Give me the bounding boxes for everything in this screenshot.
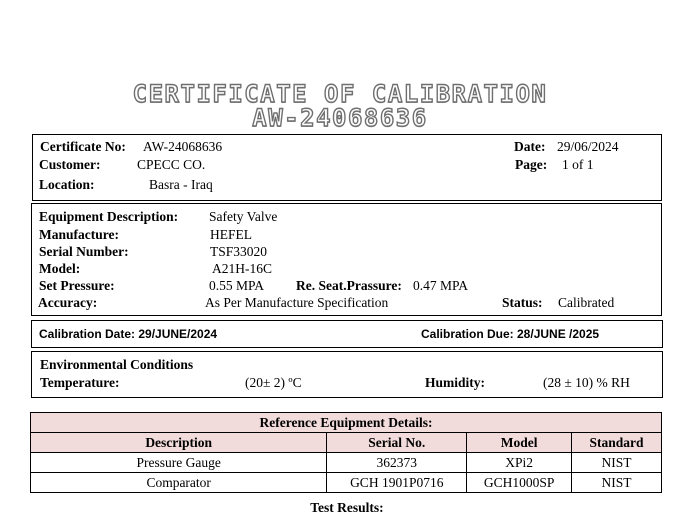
reference-equipment-table — [30, 412, 662, 493]
status-label: Status: — [502, 295, 543, 310]
customer-label: Customer: — [39, 157, 101, 172]
cell-model: GCH1000SP — [467, 473, 572, 493]
cell-description: Pressure Gauge — [31, 453, 327, 473]
cell-description: Comparator — [31, 473, 327, 493]
serial-number-value: TSF33020 — [210, 244, 268, 259]
cell-serial: 362373 — [327, 453, 467, 473]
customer-value: CPECC CO. — [137, 157, 206, 172]
calibration-date: Calibration Date: 29/JUNE/2024 — [39, 327, 218, 341]
page-value: 1 of 1 — [562, 157, 594, 172]
test-results-heading: Test Results: — [310, 500, 384, 515]
date-label: Date: — [514, 139, 546, 154]
reseat-pressure-label: Re. Seat.Prassure: — [296, 278, 402, 293]
model-label: Model: — [39, 261, 81, 276]
cell-standard: NIST — [572, 473, 662, 493]
cert-no-value: AW-24068636 — [143, 139, 223, 154]
environmental-heading: Environmental Conditions — [40, 357, 194, 372]
cell-model: XPi2 — [467, 453, 572, 473]
column-header-description: Description — [31, 433, 327, 453]
location-value: Basra - Iraq — [149, 177, 213, 192]
page-label: Page: — [515, 157, 548, 172]
manufacture-label: Manufacture: — [39, 227, 119, 242]
cert-no-label: Certificate No: — [40, 139, 126, 154]
set-pressure-value: 0.55 MPA — [209, 278, 265, 293]
humidity-label: Humidity: — [425, 375, 486, 390]
reseat-pressure-value: 0.47 MPA — [413, 278, 469, 293]
accuracy-value: As Per Manufacture Specification — [205, 295, 389, 310]
column-header-serial: Serial No. — [327, 433, 467, 453]
column-header-model: Model — [467, 433, 572, 453]
location-label: Location: — [39, 177, 95, 192]
status-value: Calibrated — [558, 295, 615, 310]
temperature-label: Temperature: — [40, 375, 120, 390]
temperature-value: (20± 2) ºC — [245, 375, 302, 390]
cell-serial: GCH 1901P0716 — [327, 473, 467, 493]
set-pressure-label: Set Pressure: — [39, 278, 115, 293]
column-header-standard: Standard — [572, 433, 662, 453]
reference-heading: Reference Equipment Details: — [31, 413, 662, 433]
manufacture-value: HEFEL — [210, 227, 252, 242]
serial-number-label: Serial Number: — [39, 244, 129, 259]
table-row — [31, 473, 662, 493]
certificate-title: CERTIFICATE OF CALIBRATION — [132, 80, 548, 108]
date-value: 29/06/2024 — [557, 139, 619, 154]
humidity-value: (28 ± 10) % RH — [543, 375, 630, 390]
model-value: A21H-16C — [212, 261, 272, 276]
cell-standard: NIST — [572, 453, 662, 473]
equipment-description-label: Equipment Description: — [39, 209, 179, 224]
calibration-due: Calibration Due: 28/JUNE /2025 — [421, 327, 600, 341]
table-row — [31, 453, 662, 473]
accuracy-label: Accuracy: — [38, 295, 98, 310]
certificate-number-title: AW-24068636 — [252, 104, 428, 132]
equipment-description-value: Safety Valve — [209, 209, 278, 224]
